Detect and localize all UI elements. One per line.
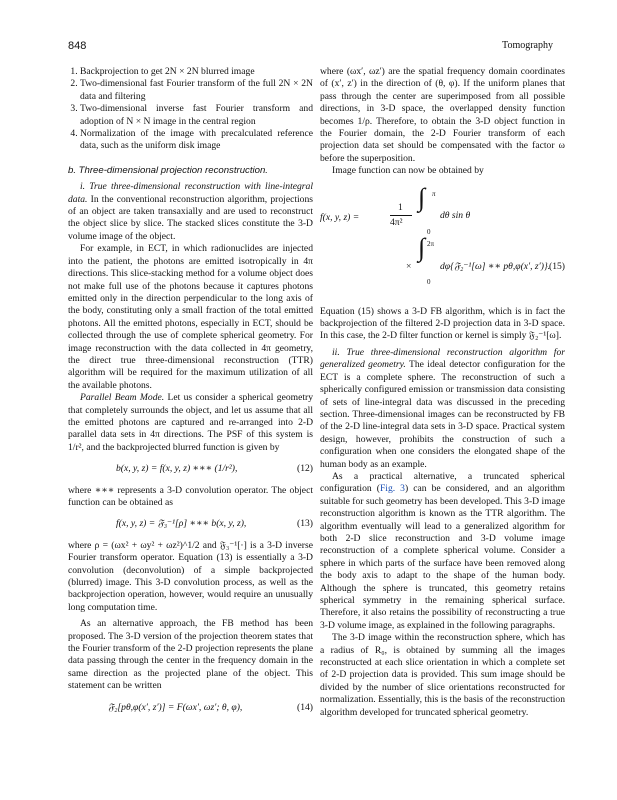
equation-14 [68,702,313,714]
paragraph: where (ωx′, ωz′) are the spatial frequency domain coordinates of (x′, z′) in the direction of (θ, φ). If the uniform planes that pass through the center are superimposed from all possible directions, in 3-D space, the overlapped density function becomes 1/ρ. Therefore, to obtain the 3-D object function in the Fourier domain, the 2-D Fourier transform of each projection data set should be compensated with the factor ω before the superposition. [320,66,565,164]
times-sign: × [406,260,412,272]
fraction-denominator: 4π² [390,216,403,228]
equation-body: f(x, y, z) = 𝔉₃⁻¹[ρ] ∗∗∗ b(x, y, z), [116,518,247,530]
paragraph-text: As a practical alternative, a truncated spherical configuration ( [320,470,565,495]
paragraph [68,392,313,454]
equation-15 [320,182,565,292]
equation-number: (13) [297,518,313,530]
paragraph-text: In the conventional reconstruction algorithm, projections of an object are taken transaxially and are used to reconstruct the object slice by slice. The stacked slices constitute the 3-D volume image of the object. [68,193,313,242]
paragraph-text: ) can be considered, and an algorithm suitable for such geometry has been developed. This 3-D image reconstruction algorithm is known as the TTR algorithm. The algorithm eventually will lead to a generalized algorithm for both 2-D slice reconstruction and 3-D volume image reconstruction of a complete spherical volume. Consider a sphere in which parts of the surface have been removed along the body axis to adapt to the shape of the human body. Although the sphere is truncated, this geometry retains spherical symmetry in the remaining spherical surface. Therefore, it also retains the possibility of reconstructing a true 3-D volume image, as explained in the following paragraphs. [320,483,565,631]
paragraph [68,181,313,243]
equation-number: (14) [297,701,313,713]
procedure-list [68,66,313,153]
subsection-lead: i. True three-dimensional reconstruction with line-integral data. [68,181,313,205]
equation-lhs: f(x, y, z) = [320,211,360,223]
integral-sign: ∫ [418,232,426,262]
equation-body: 𝔉₂[pθ,φ(x′, z′)] = F(ωx′, ωz′; θ, φ), [108,701,243,713]
paragraph [320,347,565,471]
fraction-numerator: 1 [398,201,403,213]
integral-upper-limit: π [432,189,436,198]
integrand: dφ{𝔉₂⁻¹[ω] ∗∗ pθ,φ(x′, z′)}. [440,260,551,272]
integral-upper-limit: 2π [427,239,435,248]
paragraph: As an alternative approach, the FB method has been proposed. The 3-D version of the projection theorem states that the Fourier transform of the 2-D projection represents the plane data passing through the center in the frequency domain in the same direction as the projected plane of the object. This statement can be written [68,618,313,692]
list-item: 1. Backprojection to get 2N × 2N blurred image [80,66,313,78]
figure-link[interactable]: Fig. 3 [379,483,405,495]
list-item: 2. Two-dimensional fast Fourier transform of the full 2N × 2N data and filtering [80,78,313,103]
subsection-lead: ii. True three-dimensional reconstruction algorithm for generalized geometry. [320,346,565,371]
list-item: 4. Normalization of the image with precalculated reference data, such as the uniform disk image [80,128,313,153]
paragraph-text: The ideal detector configuration for the ECT is a complete sphere. The reconstruction of such a spherically configured emission or transmission data consisting of sets of line-integral data was discussed in the preceding section. Three-dimensional images can be reconstructed by FB of the 2-D line-integral data sets in 3-D space. Practical system design, however, prohibits the construction of such a configuration when one considers the elongated shape of the human body as an example. [320,359,565,470]
right-column [320,66,565,719]
section-heading: b. Three-dimensional projection reconstruction. [68,164,268,176]
integrand: dθ sin θ [440,209,471,221]
equation-body: b(x, y, z) = f(x, y, z) ∗∗∗ (1/r²), [116,463,238,475]
running-title: Tomography [502,40,553,51]
subsection-lead: Parallel Beam Mode. [80,392,165,404]
paragraph: where ∗∗∗ represents a 3-D convolution operator. The object function can be obtained as [68,484,313,508]
paragraph: The 3-D image within the reconstruction sphere, which has a radius of R₀, is obtained by summing all the images reconstructed at each slice orientation in which a complete set of 2-D projection data is provided. This sum image should be divided by the number of slice orientations reconstructed for normalization. Essentially, this is the basis of the reconstruction algorithm developed for truncated spherical geometry. [320,632,565,718]
list-item: 3. Two-dimensional inverse fast Fourier transform and adoption of N × N image in the central region [80,103,313,128]
page-number: 848 [68,40,87,52]
integral-sign: ∫ [418,182,426,212]
equation-number: (15) [549,260,565,272]
paragraph: For example, in ECT, in which radionuclides are injected into the patient, the photons are emitted isotropically in 4π directions. This slice-stacking method for a volume object does not make full use of the photons because it captures photons emitted only in the direction perpendicular to the long axis of the body, constituting only a small fraction of the total emitted photons. All the emitted photons, especially in ECT, should be collected through the use of complete spherical geometry. For image reconstruction with the data collected in 4π geometry, the direct true three-dimensional reconstruction (TTR) algorithm will be required for the maximum utilization of all the available photons. [68,243,313,391]
integral-lower-limit: 0 [427,227,431,236]
paragraph [320,471,565,632]
paragraph: where ρ = (ωx² + ωy² + ωz²)^1/2 and 𝔉₃⁻¹[·] is a 3-D inverse Fourier transform operator. Equation (13) is essentially a 3-D convolution (deconvolution) of a simple backprojected (blurred) image. This 3-D convolution process, as well as the backprojection operation, however, would require an unusually long computation time. [68,539,313,613]
equation-number: (12) [297,463,313,475]
paragraph-text: Let us consider a spherical geometry that completely surrounds the object, and let us assume that all the emitted photons are captured and re-arranged into 2-D parallel data sets in 4π directions. The PSF of this system is 1/r², and the backprojected blurred function is given by [68,392,314,453]
equation-12 [68,463,313,475]
equation-13 [68,518,313,530]
left-column [68,66,313,723]
fraction-bar [390,215,412,216]
paragraph: Image function can now be obtained by [332,165,484,177]
integral-lower-limit: 0 [427,277,431,286]
paragraph: Equation (15) shows a 3-D FB algorithm, which is in fact the backprojection of the filtered 2-D projection data in 3-D space. In this case, the 2-D filter function or kernel is simply 𝔉₂⁻¹[ω]. [320,305,565,342]
